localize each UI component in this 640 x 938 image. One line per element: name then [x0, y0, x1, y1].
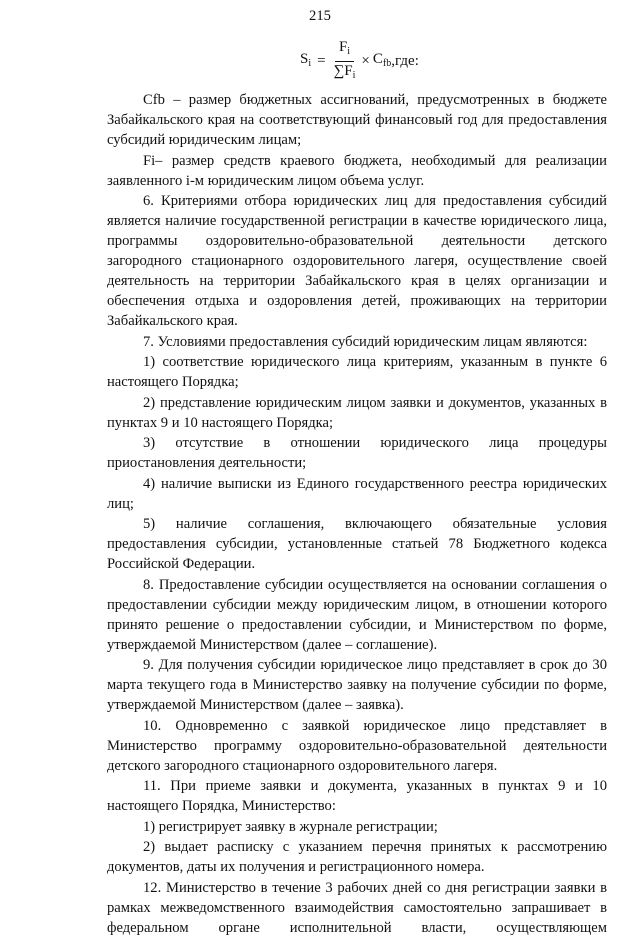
paragraph-7-item-1: 1) соответствие юридического лица критериям, указанным в пункте 6 настоящего Порядка;	[107, 354, 607, 390]
paragraph-11-item-2: 2) выдает расписку с указанием перечня принятых к рассмотрению документов, даты их получения и регистрационного номера.	[107, 839, 607, 875]
paragraph-7-item-5: 5) наличие соглашения, включающего обязательные условия предоставления субсидии, установленные статьей 78 Бюджетного кодекса Российской Федерации.	[107, 516, 607, 572]
paragraph-7: 7. Условиями предоставления субсидий юридическим лицам являются:	[143, 333, 588, 350]
paragraph-7-item-3: 3) отсутствие в отношении юридического лица процедуры приостановления деятельности;	[107, 435, 607, 471]
paragraph-cfb-definition: Сfb – размер бюджетных ассигнований, предусмотренных в бюджете Забайкальского края на соответствующий финансовый год для предоставления субсидий юридическим лицам;	[107, 92, 607, 148]
paragraph-6: 6. Критериями отбора юридических лиц для предоставления субсидий является наличие государственной регистрации в качестве юридического лица, программы оздоровительно-образовательной деятельности детского загородного стационарного оздоровительного лагеря, осуществление своей деятельность на территории Забайкальского края в целях организации и обеспечения отдыха и оздоровления детей, проживающих на территории Забайкальского края.	[107, 193, 607, 329]
formula-factor: $C_{fb}$	[372, 50, 392, 69]
formula-fraction	[332, 38, 358, 85]
paragraph-fi-definition: Fi– размер средств краевого бюджета, необходимый для реализации заявленного i-м юридическим лицом объема услуг.	[107, 152, 607, 189]
formula-times: ×	[361, 53, 370, 69]
paragraph-7-item-2: 2) представление юридическим лицом заявки и документов, указанных в пунктах 9 и 10 настоящего Порядка;	[107, 394, 607, 431]
paragraph-8: 8. Предоставление субсидии осуществляется на основании соглашения о предоставлении субсидии между юридическим лицом, в отношении которого принято решение о предоставлении субсидии, и Министерством по форме, утверждаемой Министерством (далее – соглашение).	[107, 576, 607, 653]
formula-denominator: $\sum F_i$	[333, 62, 356, 81]
formula-equals: =	[317, 53, 326, 69]
document-body	[107, 90, 607, 938]
subsidy-formula	[300, 38, 419, 84]
paragraph-12: 12. Министерство в течение 3 рабочих дней со дня регистрации заявки в рамках межведомственного взаимодействия самостоятельно запрашивает в федеральном органе исполнительной власти, осуществляющем	[107, 879, 607, 936]
paragraph-11: 11. При приеме заявки и документа, указанных в пунктах 9 и 10 настоящего Порядка, Министерство:	[107, 778, 607, 814]
page-number: 215	[309, 8, 331, 24]
formula-tail: ,где:	[391, 53, 419, 69]
paragraph-11-item-1: 1) регистрирует заявку в журнале регистрации;	[143, 818, 438, 835]
formula-numerator: $F_i$	[335, 38, 354, 62]
paragraph-7-item-4: 4) наличие выписки из Единого государственного реестра юридических лиц;	[107, 475, 607, 512]
paragraph-9: 9. Для получения субсидии юридическое лицо представляет в срок до 30 марта текущего года в Министерство заявку на получение субсидии по форме, утверждаемой Министерством (далее – заявка).	[107, 657, 607, 713]
paragraph-10: 10. Одновременно с заявкой юридическое лицо представляет в Министерство программу оздоровительно-образовательной деятельности детского загородного стационарного оздоровительного лагеря.	[107, 717, 607, 774]
formula-lhs: $S_i$	[300, 50, 312, 69]
